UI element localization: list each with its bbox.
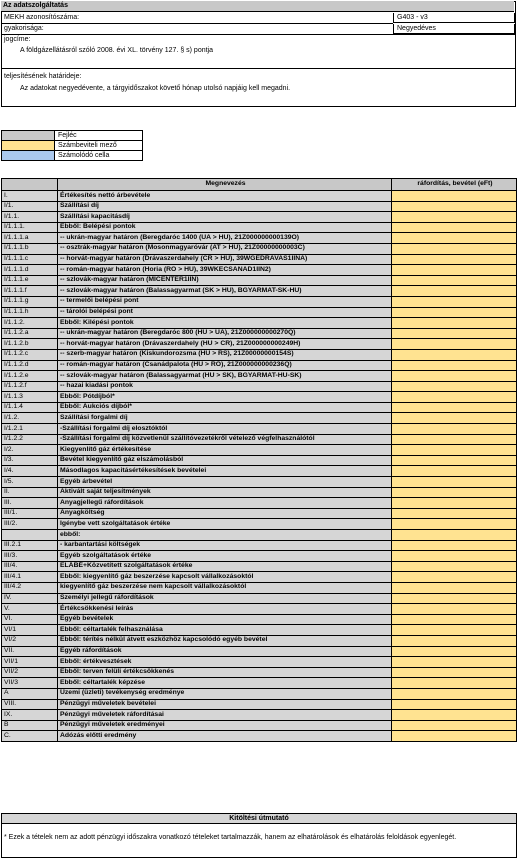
table-row (2, 254, 517, 265)
table-row (2, 307, 517, 318)
row-code: I/5. (2, 477, 58, 488)
row-name: Értékcsökkenési leírás (58, 604, 392, 615)
table-row (2, 445, 517, 456)
row-name: Szállítási forgalmi díj (58, 413, 392, 424)
row-name: Adózás előtti eredmény (58, 731, 392, 742)
row-code: I/1. (2, 201, 58, 212)
row-code: III/1. (2, 508, 58, 519)
value-input-cell[interactable] (392, 667, 517, 678)
row-code: B (2, 720, 58, 731)
value-input-cell[interactable] (392, 254, 517, 265)
value-input-cell[interactable] (392, 233, 517, 244)
value-input-cell[interactable] (392, 275, 517, 286)
row-code: VI/1 (2, 625, 58, 636)
value-input-cell[interactable] (392, 487, 517, 498)
value-input-cell[interactable] (392, 593, 517, 604)
row-name: -Szállítási forgalmi díj közvetlenül szállítóvezetékről vételező végfelhasználótól (58, 434, 392, 445)
guide-text: * Ezek a tételek nem az adott pénzügyi időszakra vonatkozó tételeket tartalmazzák, hanem az elhatárolások és elhatárolás feloldások egyenlegét. (4, 834, 457, 841)
table-row (2, 265, 517, 276)
table-row (2, 646, 517, 657)
row-code: VI/2 (2, 635, 58, 646)
row-code: I/1.1.2.b (2, 339, 58, 350)
row-code: I/1.1.1.g (2, 296, 58, 307)
row-name: Anyagjellegű ráfordítások (58, 498, 392, 509)
value-input-cell[interactable] (392, 561, 517, 572)
value-input-cell[interactable] (392, 286, 517, 297)
table-row (2, 530, 517, 541)
row-name: Anyagköltség (58, 508, 392, 519)
row-code: A (2, 688, 58, 699)
freq-label: gyakorisága: (4, 25, 44, 32)
row-code: I/1.1.2.e (2, 371, 58, 382)
table-row (2, 318, 517, 329)
table-row (2, 582, 517, 593)
row-name: Szállítási díj (58, 201, 392, 212)
table-row (2, 424, 517, 435)
value-input-cell[interactable] (392, 371, 517, 382)
value-input-cell[interactable] (392, 710, 517, 721)
value-input-cell[interactable] (392, 604, 517, 615)
row-name: Személyi jellegű ráfordítások (58, 593, 392, 604)
row-name: Ebből: térítés nélkül átvett eszközhöz kapcsolódó egyéb bevétel (58, 635, 392, 646)
row-name: -- ukrán-magyar határon (Beregdaróc 1400 (UA > HU), 21Z000000000139O) (58, 233, 392, 244)
table-row (2, 455, 517, 466)
row-name: Pénzügyi műveletek ráfordításai (58, 710, 392, 721)
row-code: I/1.1.2.d (2, 360, 58, 371)
table-row (2, 413, 517, 424)
row-code: I/1.1.1. (2, 222, 58, 233)
row-name: Ebből: Aukciós díjból* (58, 402, 392, 413)
table-row (2, 720, 517, 731)
col-name-header: Megnevezés (58, 179, 392, 191)
row-code: I/1.1.1.f (2, 286, 58, 297)
table-row (2, 349, 517, 360)
row-name: Egyéb ráfordítások (58, 646, 392, 657)
value-input-cell[interactable] (392, 731, 517, 742)
value-input-cell[interactable] (392, 625, 517, 636)
legend (1, 130, 143, 159)
table-body (2, 191, 517, 742)
value-input-cell[interactable] (392, 328, 517, 339)
row-name: Ebből: Pótdíjból* (58, 392, 392, 403)
legend-input (1, 141, 143, 151)
table-row (2, 561, 517, 572)
row-code: III/4.1 (2, 572, 58, 583)
table-row (2, 191, 517, 202)
table-row (2, 625, 517, 636)
value-input-cell[interactable] (392, 222, 517, 233)
table-row (2, 572, 517, 583)
value-input-cell[interactable] (392, 530, 517, 541)
row-name: -Szállítási forgalmi díj elosztóktól (58, 424, 392, 435)
col-code-header (2, 179, 58, 191)
value-input-cell[interactable] (392, 360, 517, 371)
value-input-cell[interactable] (392, 296, 517, 307)
row-code: I/1.1.1.b (2, 243, 58, 254)
value-input-cell[interactable] (392, 720, 517, 731)
table-row (2, 635, 517, 646)
row-code: I. (2, 191, 58, 202)
legend-swatch (2, 141, 55, 150)
row-code: I/1.1.1.d (2, 265, 58, 276)
table-row (2, 222, 517, 233)
value-input-cell[interactable] (392, 318, 517, 329)
legend-calc (1, 151, 143, 161)
value-input-cell[interactable] (392, 201, 517, 212)
row-code: C. (2, 731, 58, 742)
row-code: III/2. (2, 519, 58, 530)
value-input-cell[interactable] (392, 477, 517, 488)
row-code: I/1.2.2 (2, 434, 58, 445)
row-name: Bevétel kiegyenlítő gáz elszámolásból (58, 455, 392, 466)
row-name: ELÁBÉ+Közvetített szolgáltatások értéke (58, 561, 392, 572)
row-code: I/1.1.2.c (2, 349, 58, 360)
value-input-cell[interactable] (392, 699, 517, 710)
value-input-cell[interactable] (392, 212, 517, 223)
value-input-cell[interactable] (392, 402, 517, 413)
value-input-cell[interactable] (392, 413, 517, 424)
value-input-cell[interactable] (392, 657, 517, 668)
mekh-label: MEKH azonosítószáma: (4, 14, 80, 21)
row-name: Értékesítés nettó árbevétele (58, 191, 392, 202)
value-input-cell[interactable] (392, 466, 517, 477)
row-code: I/1.1.2.f (2, 381, 58, 392)
row-code: I/1.1.2.a (2, 328, 58, 339)
row-code: I/1.1.1.h (2, 307, 58, 318)
row-name: Aktivált saját teljesítmények (58, 487, 392, 498)
legend-label: Számbeviteli mező (58, 142, 117, 149)
table-row (2, 699, 517, 710)
legend-label: Számolódó cella (58, 152, 110, 159)
row-code: VII/2 (2, 667, 58, 678)
row-name: Egyéb bevételek (58, 614, 392, 625)
row-code: III/4.2 (2, 582, 58, 593)
value-input-cell[interactable] (392, 392, 517, 403)
legal-label: jogcíme: (4, 36, 31, 43)
row-name: - karbantartási költségek (58, 540, 392, 551)
value-input-cell[interactable] (392, 498, 517, 509)
row-code: I/1.1.1.a (2, 233, 58, 244)
table-row (2, 710, 517, 721)
row-name: Ebből: kiegyenlítő gáz beszerzése kapcsolt vállalkozásoktól (58, 572, 392, 583)
row-code: I/3. (2, 455, 58, 466)
row-name: Üzemi (üzleti) tevékenység eredménye (58, 688, 392, 699)
table-row (2, 286, 517, 297)
row-name: Ebből: terven felüli értékcsökkenés (58, 667, 392, 678)
row-code: II. (2, 487, 58, 498)
row-name: Egyéb árbevétel (58, 477, 392, 488)
row-name: -- szlovák-magyar határon (MICENTER1IIN) (58, 275, 392, 286)
value-input-cell[interactable] (392, 614, 517, 625)
table-row (2, 688, 517, 699)
row-name: Ebből: Kilépési pontok (58, 318, 392, 329)
table-row (2, 296, 517, 307)
table-row (2, 243, 517, 254)
table-row (2, 381, 517, 392)
row-code: VII/1 (2, 657, 58, 668)
table-row (2, 614, 517, 625)
row-code: I/1.1.1.c (2, 254, 58, 265)
table-row (2, 392, 517, 403)
value-input-cell[interactable] (392, 307, 517, 318)
value-input-cell[interactable] (392, 508, 517, 519)
header-title: Az adatszolgáltatás (1, 1, 514, 12)
table-row (2, 657, 517, 668)
value-input-cell[interactable] (392, 455, 517, 466)
row-name: -- tárolói belépési pont (58, 307, 392, 318)
deadline-label: teljesítésének határideje: (4, 73, 82, 80)
divider (1, 68, 516, 69)
legend-swatch (2, 151, 55, 160)
deadline-value: Az adatokat negyedévente, a tárgyidőszakot követő hónap utolsó napjáig kell megadni. (20, 85, 291, 92)
table-row (2, 360, 517, 371)
row-name: -- ukrán-magyar határon (Beregdaróc 800 (HU > UA), 21Z000000000270Q) (58, 328, 392, 339)
table-header-row (2, 179, 517, 191)
table-row (2, 212, 517, 223)
value-input-cell[interactable] (392, 582, 517, 593)
row-name: Ebből: értékvesztések (58, 657, 392, 668)
row-code: VII. (2, 646, 58, 657)
row-name: -- horvát-magyar határon (Drávaszerdahely (HU > CR), 21Z000000000249H) (58, 339, 392, 350)
row-name: Szállítási kapacitásdíj (58, 212, 392, 223)
table-row (2, 508, 517, 519)
row-code: I/1.2.1 (2, 424, 58, 435)
table-row (2, 233, 517, 244)
row-name: Pénzügyi műveletek bevételei (58, 699, 392, 710)
table-row (2, 477, 517, 488)
row-code: IV. (2, 593, 58, 604)
value-input-cell[interactable] (392, 339, 517, 350)
row-name: -- román-magyar határon (Horia (RO > HU), 39WKECSANAD1IIN2) (58, 265, 392, 276)
col-value-header: ráfordítás, bevétel (eFt) (392, 179, 517, 191)
row-code: VII/3 (2, 678, 58, 689)
table-row (2, 402, 517, 413)
value-input-cell[interactable] (392, 646, 517, 657)
row-name: Egyéb szolgáltatások értéke (58, 551, 392, 562)
value-input-cell[interactable] (392, 424, 517, 435)
table-row (2, 339, 517, 350)
value-input-cell[interactable] (392, 635, 517, 646)
value-input-cell[interactable] (392, 191, 517, 202)
legend-swatch (2, 131, 55, 140)
value-input-cell[interactable] (392, 688, 517, 699)
row-name: Másodlagos kapacitásértékesítések bevételei (58, 466, 392, 477)
legend-header (1, 131, 143, 141)
value-input-cell[interactable] (392, 519, 517, 530)
row-code: III/4. (2, 561, 58, 572)
row-name: Ebből: Belépési pontok (58, 222, 392, 233)
row-code: VI. (2, 614, 58, 625)
value-input-cell[interactable] (392, 551, 517, 562)
row-code: VIII. (2, 699, 58, 710)
value-input-cell[interactable] (392, 349, 517, 360)
row-code: I/1.1.3 (2, 392, 58, 403)
row-code: I/1.1. (2, 212, 58, 223)
value-input-cell[interactable] (392, 381, 517, 392)
row-name: -- termelői belépési pont (58, 296, 392, 307)
value-input-cell[interactable] (392, 678, 517, 689)
value-input-cell[interactable] (392, 265, 517, 276)
table-row (2, 466, 517, 477)
row-code: I/1.1.1.e (2, 275, 58, 286)
row-code: V. (2, 604, 58, 615)
table-row (2, 519, 517, 530)
table-row (2, 498, 517, 509)
table-row (2, 328, 517, 339)
legal-value: A földgázellátásról szóló 2008. évi XL. törvény 127. § s) pontja (20, 47, 214, 54)
row-code: I/4. (2, 466, 58, 477)
row-name: -- szlovák-magyar határon (Balassagyarmat (SK > HU), BGYARMAT-SK-HU) (58, 286, 392, 297)
row-code: I/1.2. (2, 413, 58, 424)
data-table (1, 178, 517, 742)
row-code: I/2. (2, 445, 58, 456)
table-row (2, 593, 517, 604)
table-row (2, 551, 517, 562)
row-name: kiegyenlítő gáz beszerzése nem kapcsolt vállalkozásoktól (58, 582, 392, 593)
row-name: -- horvát-magyar határon (Drávaszerdahely (CR > HU), 39WGEDRAVAS1IINA) (58, 254, 392, 265)
row-code: III/3. (2, 551, 58, 562)
value-input-cell[interactable] (392, 243, 517, 254)
value-input-cell[interactable] (392, 434, 517, 445)
value-input-cell[interactable] (392, 445, 517, 456)
table-row (2, 678, 517, 689)
legend-label: Fejléc (58, 132, 77, 139)
table-row (2, 487, 517, 498)
row-name: Igénybe vett szolgáltatások értéke (58, 519, 392, 530)
row-name: -- hazai kiadási pontok (58, 381, 392, 392)
row-name: Ebből: céltartalék felhasználása (58, 625, 392, 636)
table-row (2, 371, 517, 382)
row-name: ebből: (58, 530, 392, 541)
table-row (2, 667, 517, 678)
row-code: IX. (2, 710, 58, 721)
table-row (2, 731, 517, 742)
table-row (2, 540, 517, 551)
row-name: -- szlovák-magyar határon (Balassagyarmat (HU > SK), BGYARMAT-HU-SK) (58, 371, 392, 382)
row-name: -- román-magyar határon (Csanádpalota (HU > RO), 21Z000000000236Q) (58, 360, 392, 371)
row-name: -- szerb-magyar határon (Kiskundorozsma (HU > RS), 21Z00000000154S) (58, 349, 392, 360)
freq-value: Negyedéves (393, 24, 515, 34)
row-name: Pénzügyi műveletek eredményei (58, 720, 392, 731)
row-name: Kiegyenlítő gáz értékesítése (58, 445, 392, 456)
row-code: III.2.1 (2, 540, 58, 551)
value-input-cell[interactable] (392, 572, 517, 583)
row-code: I/1.1.4 (2, 402, 58, 413)
table-row (2, 201, 517, 212)
row-code (2, 530, 58, 541)
divider (1, 34, 516, 35)
guide-title: Kitöltési útmutató (1, 813, 517, 824)
value-input-cell[interactable] (392, 540, 517, 551)
row-name: Ebből: céltartalék képzése (58, 678, 392, 689)
table-row (2, 434, 517, 445)
row-name: -- osztrák-magyar határon (Mosonmagyaróvár (AT > HU), 21Z00000000003C) (58, 243, 392, 254)
mekh-value: G403 - v3 (393, 13, 515, 23)
row-code: I/1.1.2. (2, 318, 58, 329)
row-code: III. (2, 498, 58, 509)
table-row (2, 275, 517, 286)
table-row (2, 604, 517, 615)
